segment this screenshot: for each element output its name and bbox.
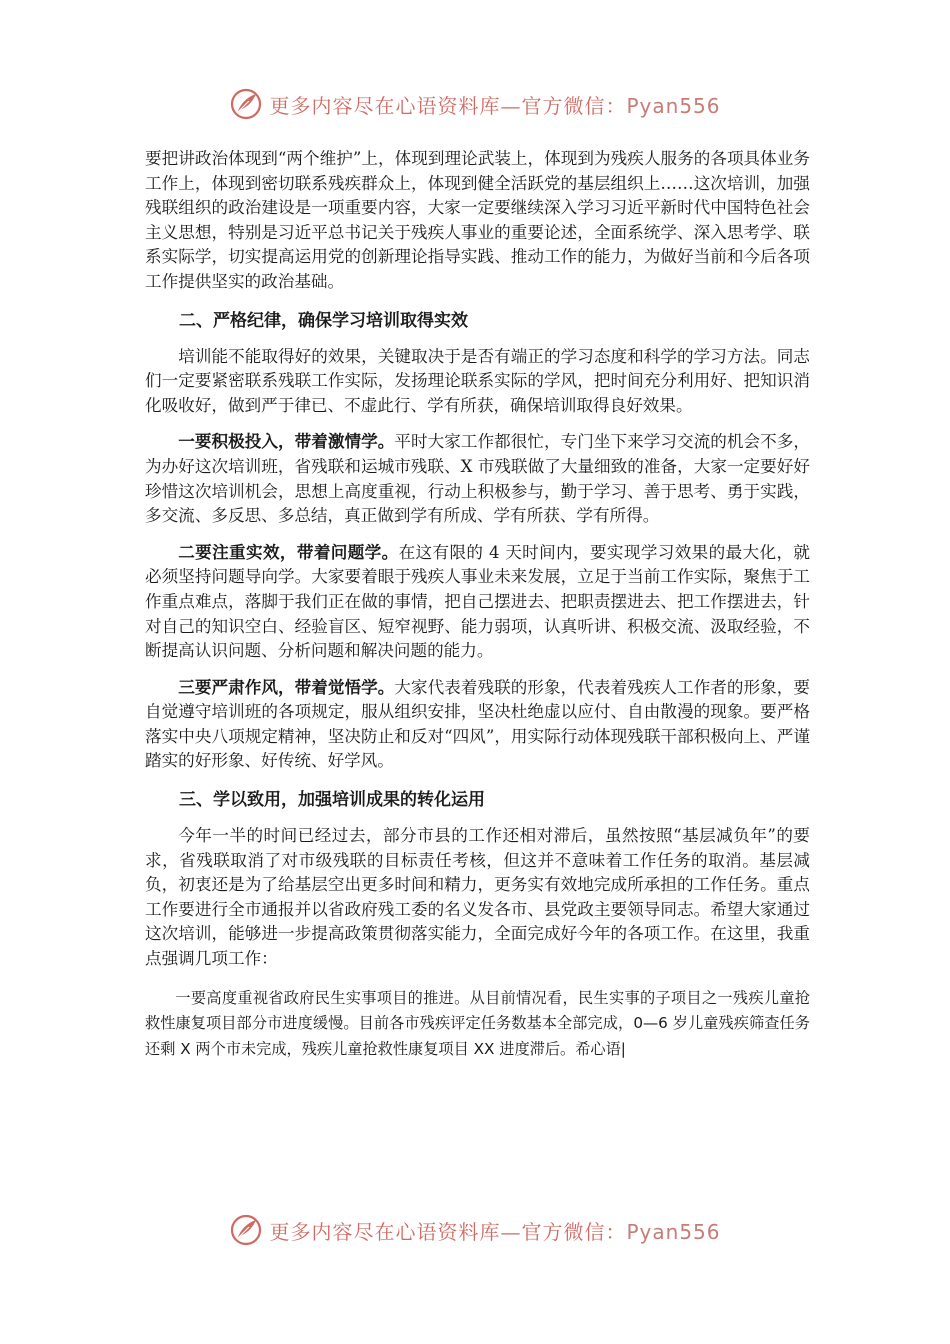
paragraph: 培训能不能取得好的效果，关键取决于是否有端正的学习态度和科学的学习方法。同志们一定要紧密联系残联工作实际，发扬理论联系实际的学风，把时间充分利用好、把知识消化吸收好，做到严于律已、不虚此行、学有所获，确保培训取得良好效果。: [145, 346, 810, 415]
section-heading: 二、严格纪律，确保学习培训取得实效: [179, 310, 468, 331]
document-body: [145, 147, 810, 1062]
paragraph: 要把讲政治体现到“两个维护”上，体现到理论武装上，体现到为残疾人服务的各项具体业务工作上，体现到密切联系残疾群众上，体现到健全活跃党的基层组织上……这次培训，加强残联组织的政治建设是一项重要内容，大家一定要继续深入学习习近平新时代中国特色社会主义思想，特别是习近平总书记关于残疾人事业的重要论述，全面系统学、深入思考学、联系实际学，切实提高运用党的创新理论指导实践、推动工作的能力，为做好当前和今后各项工作提供坚实的政治基础。: [145, 149, 810, 291]
section-heading: 三、学以致用，加强培训成果的转化运用: [179, 790, 485, 811]
paragraph-lead: 一要积极投入，带着激情学。: [178, 432, 395, 452]
wechat-id: Pyan556: [626, 93, 721, 118]
paragraph: 一要积极投入，带着激情学。平时大家工作都很忙，专门坐下来学习交流的机会不多，为办好这次培训班，省残联和运城市残联、X 市残联做了大量细致的准备，大家一定要好好珍惜这次培训机会，思想上高度重视，行动上积极参与，勤于学习、善于思考、勇于实践，多交流、多反思、多总结，真正做到学有所成、学有所获、学有所得。: [145, 432, 811, 526]
paragraph-lead: 三要严肃作风，带着觉悟学。: [178, 677, 395, 697]
footer-banner: [0, 1210, 950, 1250]
paragraph: 今年一半的时间已经过去，部分市县的工作还相对滞后，虽然按照“基层减负年”的要求，省残联取消了对市级残联的目标责任考核，但这并不意味着工作任务的取消。基层减负，初衷还是为了给基层空出更多时间和精力，更务实有效地完成所承担的工作任务。重点工作要进行全市通报并以省政府残工委的名义发各市、县党政主要领导同志。希望大家通过这次培训，能够进一步提高政策贯彻落实能力，全面完成好今年的各项工作。在这里，我重点强调几项工作：: [145, 826, 810, 969]
feather-pen-icon: [229, 87, 263, 121]
banner-text: 更多内容尽在心语资料库—官方微信：Pyan556: [269, 1219, 721, 1244]
banner-text: 更多内容尽在心语资料库—官方微信：Pyan556: [269, 93, 721, 118]
feather-pen-icon: [229, 1213, 263, 1247]
paragraph-lead: 二要注重实效，带着问题学。: [178, 542, 399, 562]
paragraph: 三要严肃作风，带着觉悟学。大家代表着残联的形象，代表着残疾人工作者的形象，要自觉遵守培训班的各项规定，服从组织安排，坚决杜绝虚以应付、自由散漫的现象。要严格落实中央八项规定精神，坚决防止和反对“四风”，用实际行动体现残联干部积极向上、严谨踏实的好形象、好传统、好学风。: [145, 677, 811, 771]
wechat-id: Pyan556: [626, 1219, 721, 1244]
header-banner: [0, 84, 950, 124]
paragraph: 二要注重实效，带着问题学。在这有限的 4 天时间内，要实现学习效果的最大化，就必须坚持问题导向学。大家要着眼于残疾人事业未来发展，立足于当前工作实际，聚焦于工作重点难点，落脚于我们正在做的事情，把自己摆进去、把职责摆进去、把工作摆进去，针对自己的知识空白、经验盲区、短窄视野、能力弱项，认真听讲、积极交流、汲取经验，不断提高认识问题、分析问题和解决问题的能力。: [145, 542, 811, 661]
paragraph: 一要高度重视省政府民生实事项目的推进。从目前情况看，民生实事的子项目之一残疾儿童抢救性康复项目部分市进度缓慢。目前各市残疾评定任务数基本全部完成，0—6 岁儿童残疾筛查任务还剩 X 两个市未完成，残疾儿童抢救性康复项目 XX 进度滞后。希心语|: [145, 988, 810, 1058]
